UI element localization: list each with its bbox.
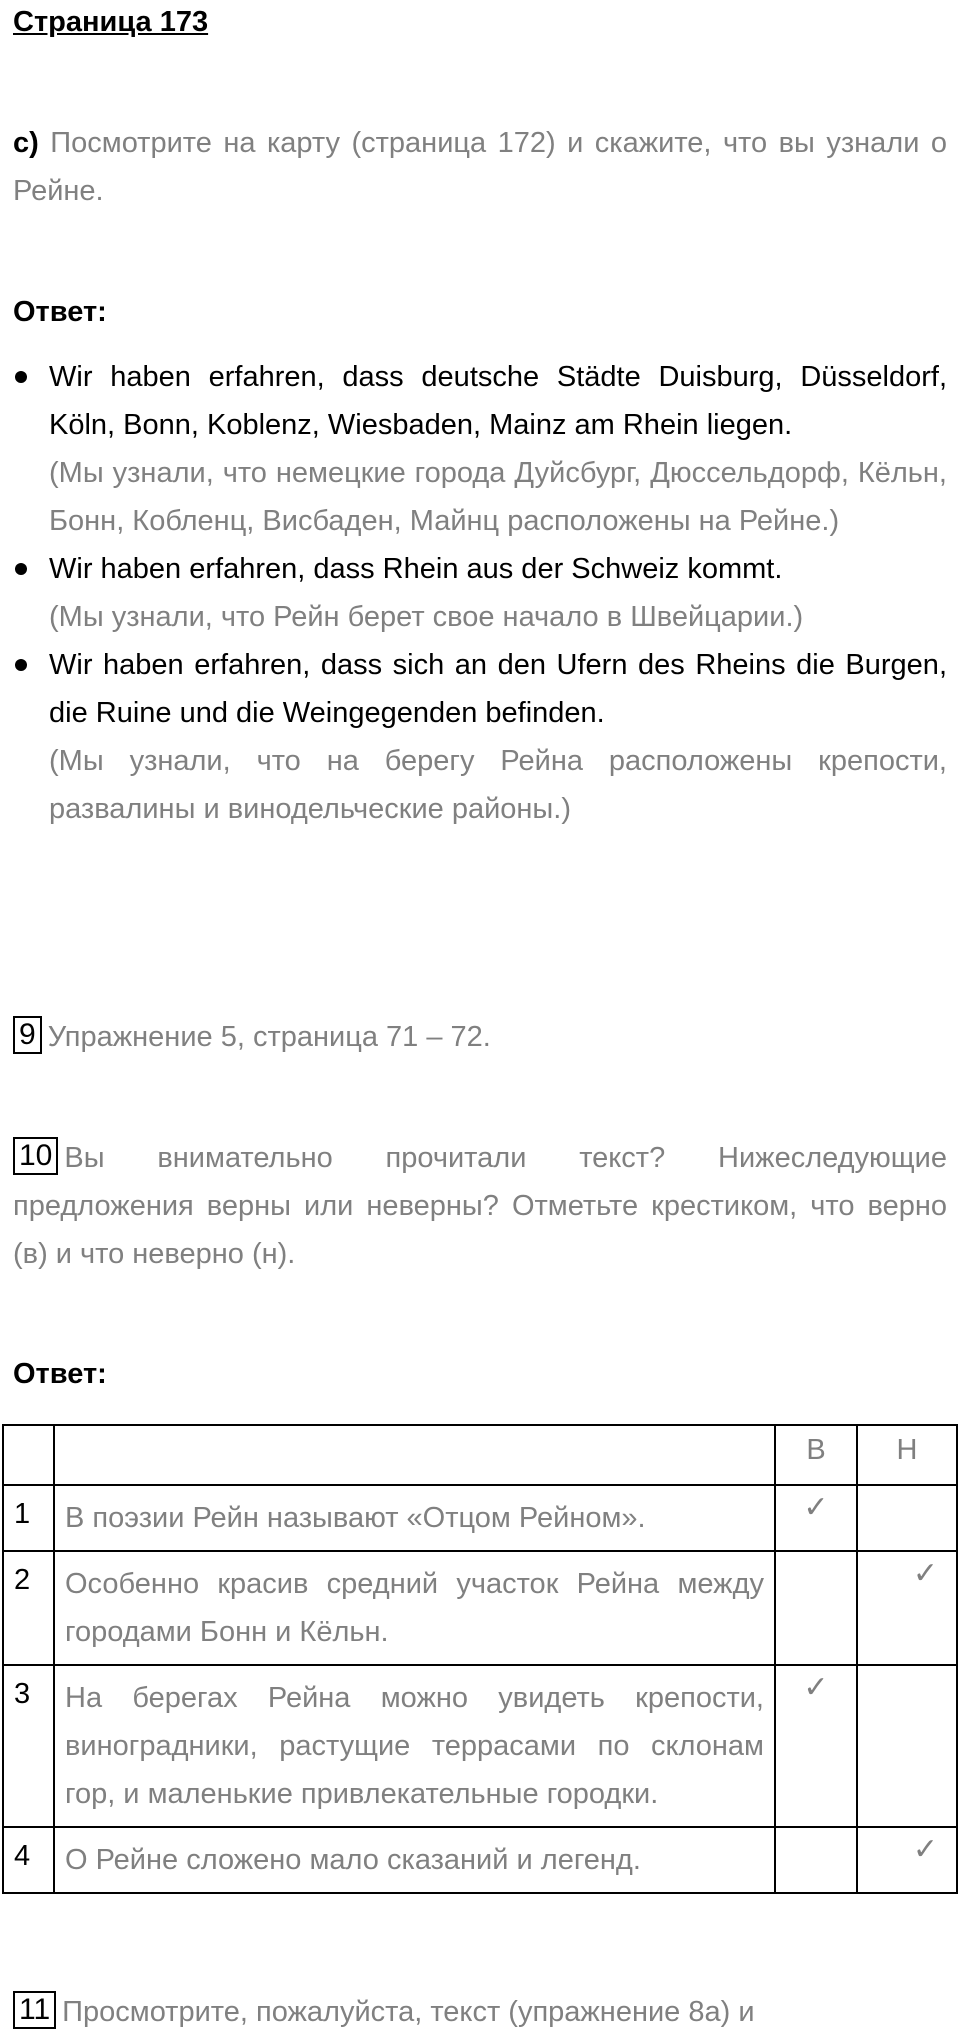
task-10-number-box: 10 — [13, 1137, 58, 1175]
bullet-russian-text: (Мы узнали, что на берегу Рейна расположены крепости, развалины и винодельческие районы.) — [49, 745, 947, 825]
task-11-number-box: 11 — [13, 1991, 56, 2029]
checkmark-icon: ✓ — [912, 1557, 938, 1590]
task-9-text: Упражнение 5, страница 71 – 72. — [47, 1021, 491, 1053]
header-statement-cell — [54, 1425, 775, 1485]
true-mark-cell — [775, 1485, 857, 1551]
bullet-dot-icon — [15, 371, 27, 383]
table-header-row — [3, 1425, 957, 1485]
task-11 — [13, 1988, 947, 2036]
true-mark-cell — [775, 1827, 857, 1893]
bullet-russian-text: (Мы узнали, что Рейн берет свое начало в Швейцарии.) — [49, 601, 804, 633]
header-false-cell: Н — [857, 1425, 957, 1485]
answer-bullet-list — [13, 353, 947, 833]
task-9-number-box: 9 — [13, 1016, 42, 1054]
bullet-dot-icon — [15, 563, 27, 575]
checkmark-icon: ✓ — [803, 1671, 829, 1704]
row-number-cell: 2 — [3, 1551, 54, 1665]
table-row — [3, 1665, 957, 1827]
true-mark-cell — [775, 1551, 857, 1665]
checkmark-icon: ✓ — [803, 1491, 829, 1524]
header-true-cell: В — [775, 1425, 857, 1485]
false-mark-cell — [857, 1485, 957, 1551]
table-row — [3, 1485, 957, 1551]
bullet-item — [13, 641, 947, 833]
row-statement-cell: Особенно красив средний участок Рейна между городами Бонн и Кёльн. — [54, 1551, 775, 1665]
checkmark-icon: ✓ — [912, 1833, 938, 1866]
row-statement-cell: О Рейне сложено мало сказаний и легенд. — [54, 1827, 775, 1893]
task-9 — [13, 1013, 947, 1061]
row-statement-cell: На берегах Рейна можно увидеть крепости, виноградники, растущие террасами по склонам гор, и маленькие привлекательные городки. — [54, 1665, 775, 1827]
bullet-russian-text: (Мы узнали, что немецкие города Дуйсбург, Дюссельдорф, Кёльн, Бонн, Кобленц, Висбаден, Майнц расположены на Рейне.) — [49, 457, 947, 537]
row-number-cell: 4 — [3, 1827, 54, 1893]
task-c-text: Посмотрите на карту (страница 172) и скажите, что вы узнали о Рейне. — [13, 127, 947, 207]
answer-label-2: Ответ: — [13, 1358, 107, 1390]
bullet-german-text: Wir haben erfahren, dass deutsche Städte Duisburg, Düsseldorf, Köln, Bonn, Koblenz, Wiesbaden, Mainz am Rhein liegen. — [49, 361, 947, 441]
true-mark-cell — [775, 1665, 857, 1827]
task-c — [13, 119, 947, 215]
task-10-text: Вы внимательно прочитали текст? Нижеследующие предложения верны или неверны? Отметьте крестиком, что верно (в) и что неверно (н). — [13, 1142, 947, 1270]
bullet-german-text: Wir haben erfahren, dass sich an den Ufern des Rheins die Burgen, die Ruine und die Weingegenden befinden. — [49, 649, 947, 729]
false-mark-cell — [857, 1665, 957, 1827]
bullet-dot-icon — [15, 659, 27, 671]
header-number-cell — [3, 1425, 54, 1485]
row-statement-cell: В поэзии Рейн называют «Отцом Рейном». — [54, 1485, 775, 1551]
false-mark-cell — [857, 1551, 957, 1665]
table-row — [3, 1827, 957, 1893]
true-false-table — [2, 1424, 958, 1894]
task-10 — [13, 1134, 947, 1278]
row-number-cell: 1 — [3, 1485, 54, 1551]
task-c-label: c) — [13, 127, 39, 159]
bullet-item — [13, 545, 947, 641]
bullet-item — [13, 353, 947, 545]
answer-label: Ответ: — [13, 296, 107, 328]
row-number-cell: 3 — [3, 1665, 54, 1827]
page-title: Страница 173 — [13, 6, 209, 38]
bullet-german-text: Wir haben erfahren, dass Rhein aus der Schweiz kommt. — [49, 553, 783, 585]
task-11-text: Просмотрите, пожалуйста, текст (упражнение 8а) и — [62, 1996, 755, 2028]
table-row — [3, 1551, 957, 1665]
false-mark-cell — [857, 1827, 957, 1893]
